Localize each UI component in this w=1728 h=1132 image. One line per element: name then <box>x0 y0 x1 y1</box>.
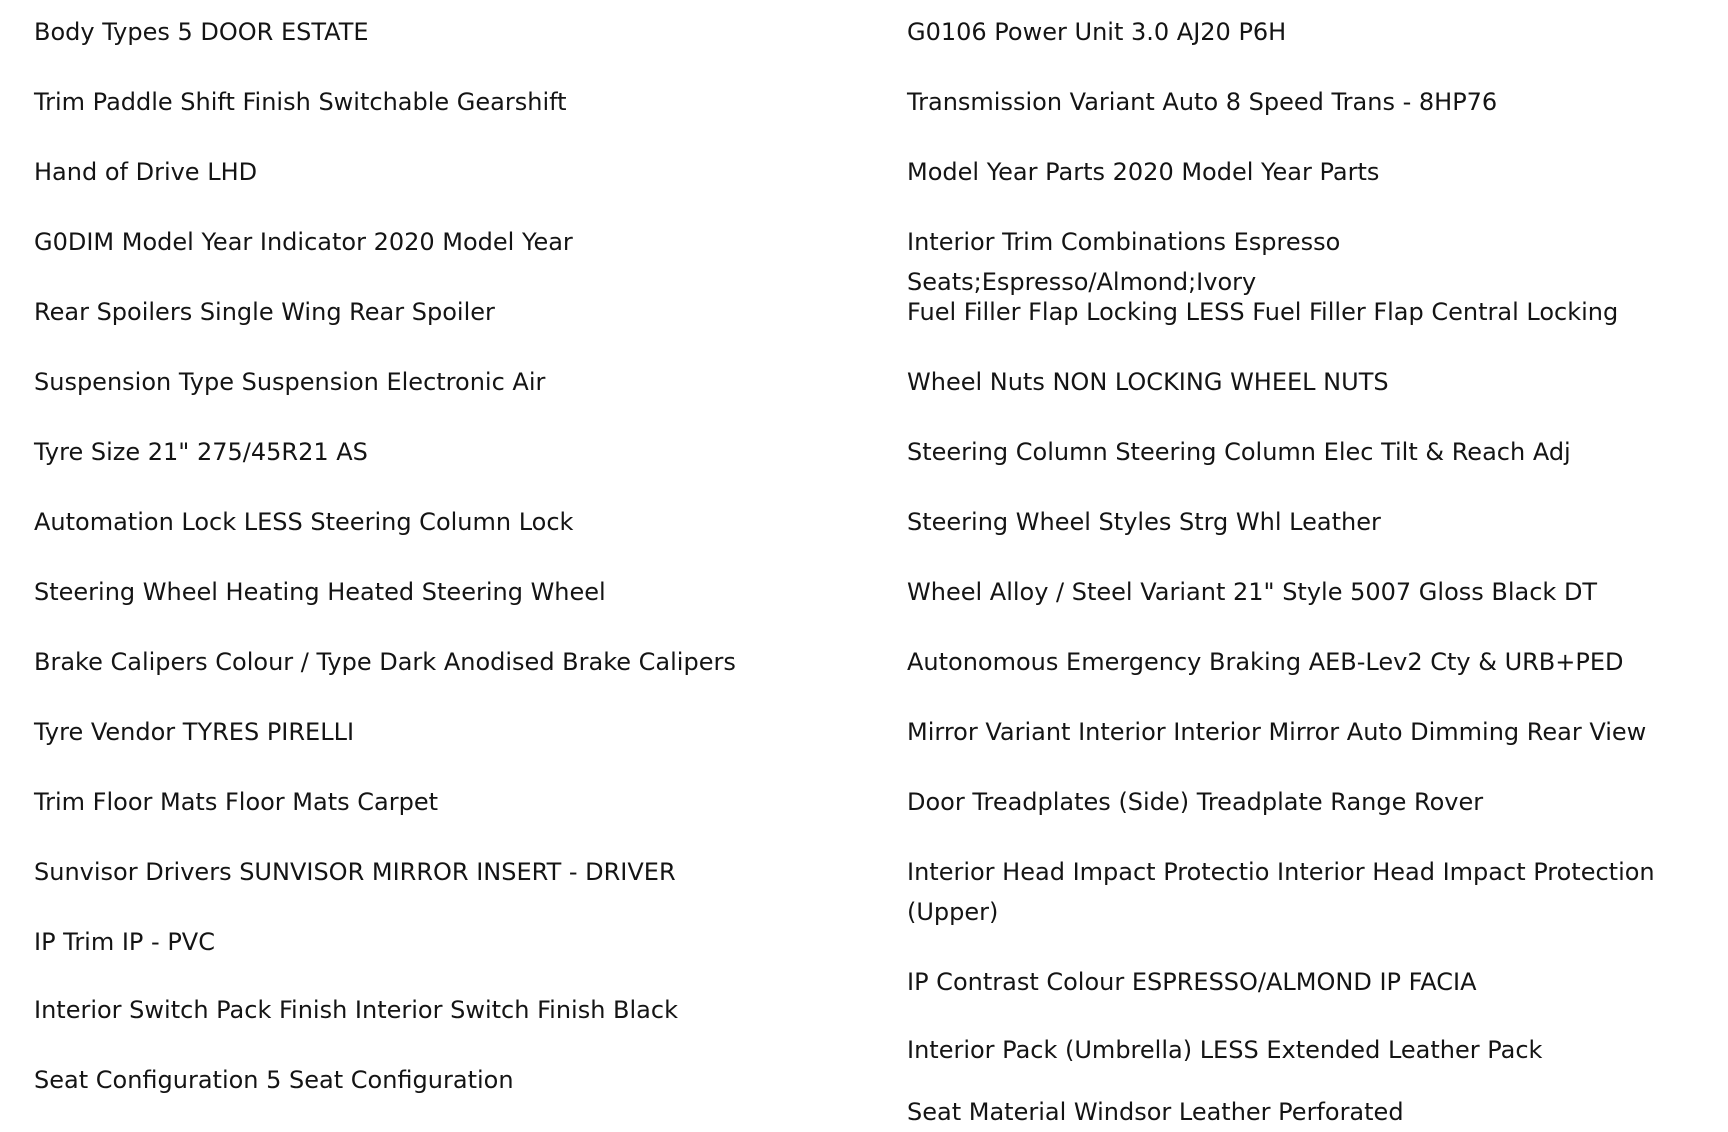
spec-item: G0DIM Model Year Indicator 2020 Model Year <box>34 228 573 256</box>
spec-item: Transmission Variant Auto 8 Speed Trans - 8HP76 <box>907 88 1498 116</box>
spec-item: G0106 Power Unit 3.0 AJ20 P6H <box>907 18 1287 46</box>
spec-item: Interior Switch Pack Finish Interior Switch Finish Black <box>34 996 678 1024</box>
spec-item: Sunvisor Drivers SUNVISOR MIRROR INSERT - DRIVER <box>34 858 676 886</box>
spec-item: Steering Wheel Heating Heated Steering Wheel <box>34 578 606 606</box>
spec-item: Interior Head Impact Protectio Interior Head Impact Protection (Upper) <box>907 858 1655 926</box>
spec-item: Tyre Size 21" 275/45R21 AS <box>34 438 368 466</box>
spec-item: Brake Calipers Colour / Type Dark Anodised Brake Calipers <box>34 648 736 676</box>
spec-item: Wheel Alloy / Steel Variant 21" Style 5007 Gloss Black DT <box>907 578 1598 606</box>
spec-item: Tyre Vendor TYRES PIRELLI <box>34 718 355 746</box>
spec-item: Interior Pack (Umbrella) LESS Extended Leather Pack <box>907 1036 1543 1064</box>
spec-item: Wheel Nuts NON LOCKING WHEEL NUTS <box>907 368 1389 396</box>
spec-item: Door Treadplates (Side) Treadplate Range Rover <box>907 788 1484 816</box>
spec-item: Trim Paddle Shift Finish Switchable Gearshift <box>34 88 567 116</box>
spec-item: Interior Trim Combinations Espresso Seats;Espresso/Almond;Ivory <box>907 228 1341 296</box>
spec-item: Steering Column Steering Column Elec Tilt & Reach Adj <box>907 438 1571 466</box>
spec-item: IP Contrast Colour ESPRESSO/ALMOND IP FACIA <box>907 968 1477 996</box>
spec-item: Autonomous Emergency Braking AEB-Lev2 Cty & URB+PED <box>907 648 1624 676</box>
spec-item: Mirror Variant Interior Interior Mirror Auto Dimming Rear View <box>907 718 1647 746</box>
spec-item: Rear Spoilers Single Wing Rear Spoiler <box>34 298 495 326</box>
spec-item: Trim Floor Mats Floor Mats Carpet <box>34 788 439 816</box>
spec-item: Hand of Drive LHD <box>34 158 258 186</box>
spec-item: Fuel Filler Flap Locking LESS Fuel Filler Flap Central Locking <box>907 298 1619 326</box>
spec-item: Seat Configuration 5 Seat Configuration <box>34 1066 514 1094</box>
spec-item: Model Year Parts 2020 Model Year Parts <box>907 158 1380 186</box>
spec-item: Body Types 5 DOOR ESTATE <box>34 18 369 46</box>
spec-item: Suspension Type Suspension Electronic Air <box>34 368 546 396</box>
spec-item: Steering Wheel Styles Strg Whl Leather <box>907 508 1381 536</box>
spec-item: Automation Lock LESS Steering Column Lock <box>34 508 574 536</box>
spec-item: IP Trim IP - PVC <box>34 928 215 956</box>
spec-item: Seat Material Windsor Leather Perforated <box>907 1098 1404 1126</box>
